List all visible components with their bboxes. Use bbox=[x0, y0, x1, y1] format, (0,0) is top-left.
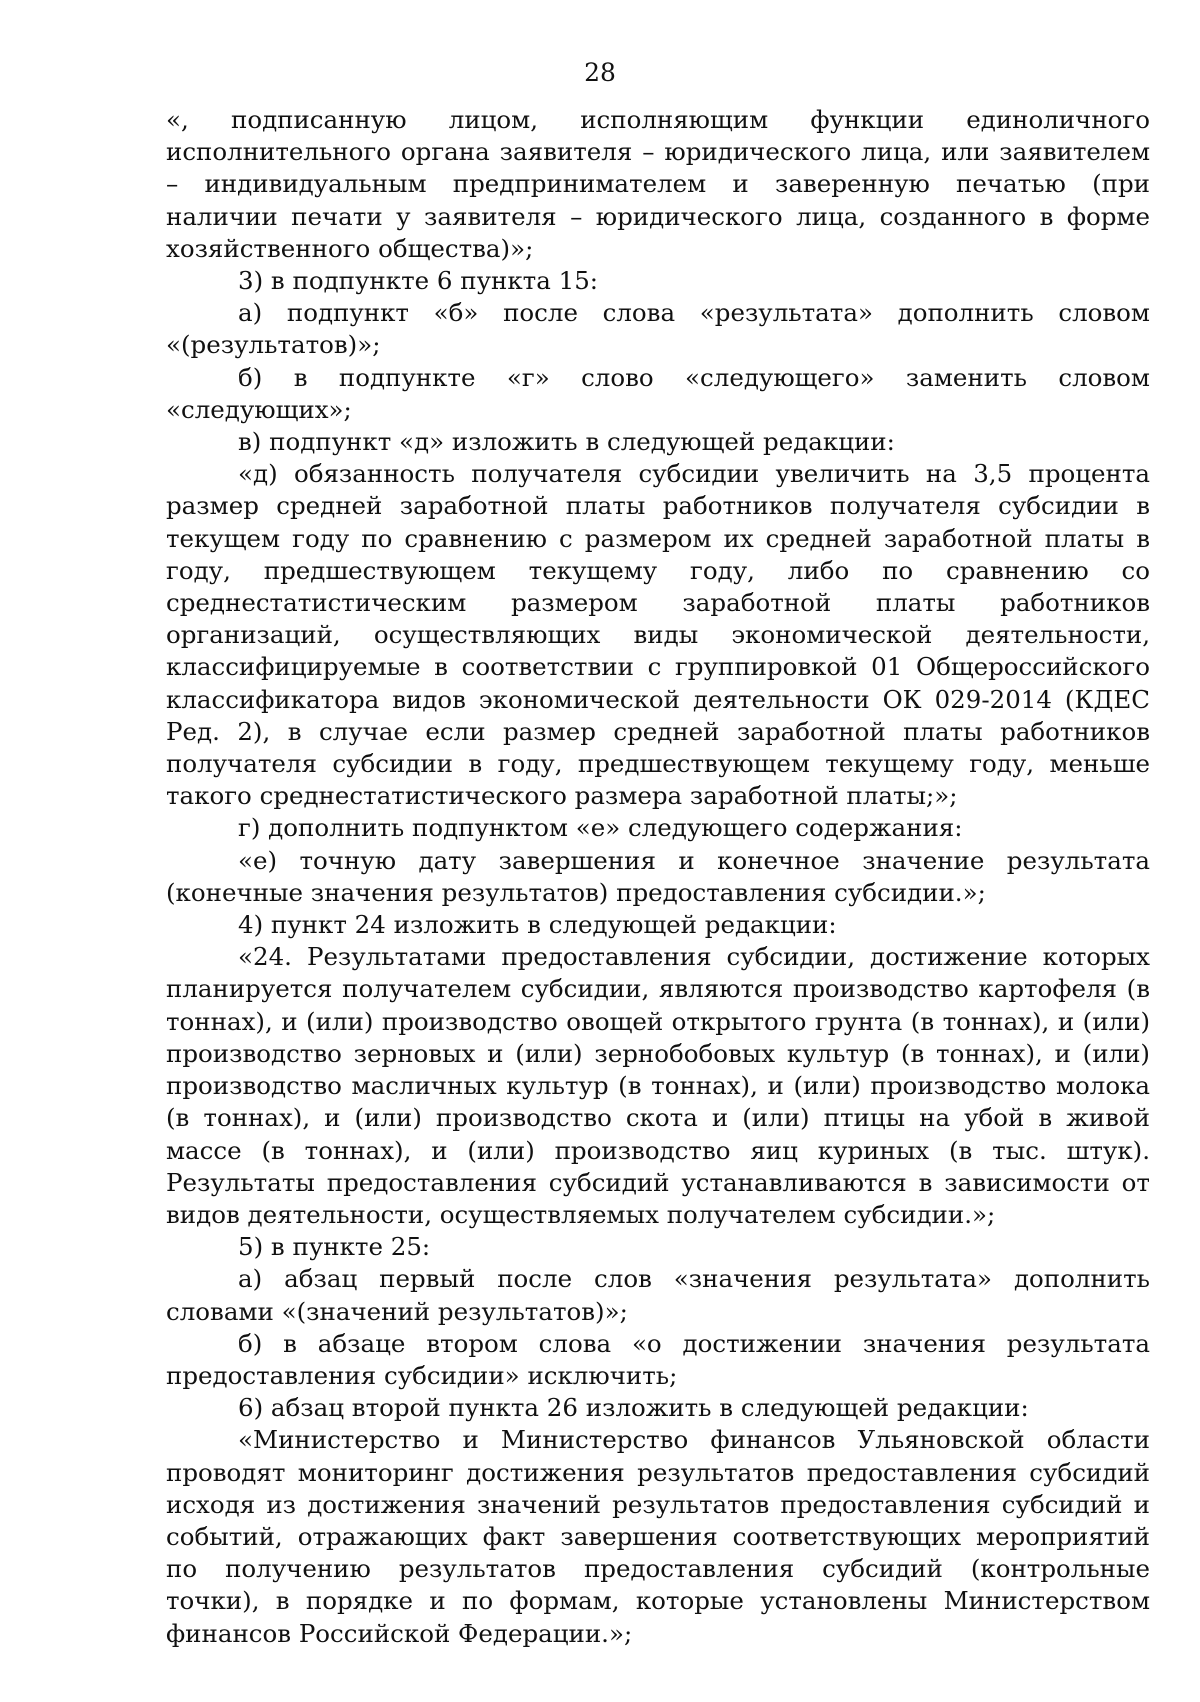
paragraph-item-6: 6) абзац второй пункта 26 изложить в следующей редакции: bbox=[238, 1393, 1029, 1423]
page-number: 28 bbox=[584, 58, 616, 87]
paragraph-item-3: 3) в подпункте 6 пункта 15: bbox=[238, 266, 599, 296]
paragraph-subitem-v: в) подпункт «д» изложить в следующей редакции: bbox=[238, 427, 895, 457]
paragraph-subitem-a: а) подпункт «б» после слова «результата» дополнить словом «(результатов)»; bbox=[166, 298, 1150, 360]
paragraph-item-5: 5) в пункте 25: bbox=[238, 1232, 431, 1262]
paragraph-subitem-g: г) дополнить подпунктом «е» следующего содержания: bbox=[238, 813, 963, 843]
paragraph-quote-24: «24. Результатами предоставления субсидии, достижение которых планируется получателем субсидии, являются производство картофеля (в тоннах), и (или) производство овощей открытого грунта (в тоннах), и (или) производство зерновых и (или) зернобобовых культур (в тоннах), и (или) производство масличных культур (в тоннах), и (или) производство молока (в тоннах), и (или) производство скота и (или) птицы на убой в живой массе (в тоннах), и (или) производство яиц куриных (в тыс. штук). Результаты предоставления субсидий устанавливаются в зависимости от видов деятельности, осуществляемых получателем субсидии.»; bbox=[166, 942, 1150, 1229]
paragraph-quote-e: «е) точную дату завершения и конечное значение результата (конечные значения результатов) предоставления субсидии.»; bbox=[166, 845, 1150, 907]
paragraph-subitem-b: б) в подпункте «г» слово «следующего» заменить словом «следующих»; bbox=[166, 362, 1150, 424]
document-body bbox=[166, 104, 1150, 1650]
paragraph-quote-26: «Министерство и Министерство финансов Ульяновской области проводят мониторинг достижения результатов предоставления субсидий исходя из достижения значений результатов предоставления субсидий и событий, отражающих факт завершения соответствующих мероприятий по получению результатов предоставления субсидий (контрольные точки), в порядке и по формам, которые установлены Министерством финансов Российской Федерации.»; bbox=[166, 1425, 1150, 1648]
paragraph-continuation: «, подписанную лицом, исполняющим функции единоличного исполнительного органа заявителя – юридического лица, или заявителем – индивидуальным предпринимателем и заверенную печатью (при наличии печати у заявителя – юридического лица, созданного в форме хозяйственного общества)»; bbox=[166, 105, 1150, 263]
paragraph-item-5-a: а) абзац первый после слов «значения результата» дополнить словами «(значений результатов)»; bbox=[166, 1264, 1150, 1326]
paragraph-item-5-b: б) в абзаце втором слова «о достижении значения результата предоставления субсидии» исключить; bbox=[166, 1328, 1150, 1390]
paragraph-quote-d: «д) обязанность получателя субсидии увеличить на 3,5 процента размер средней заработной платы работников получателя субсидии в текущем году по сравнению с размером их средней заработной платы в году, предшествующем текущему году, либо по сравнению со среднестатистическим размером заработной платы работников организаций, осуществляющих виды экономической деятельности, классифицируемые в соответствии с группировкой 01 Общероссийского классификатора видов экономической деятельности ОК 029-2014 (КДЕС Ред. 2), в случае если размер средней заработной платы работников получателя субсидии в году, предшествующем текущему году, меньше такого среднестатистического размера заработной платы;»; bbox=[166, 459, 1150, 811]
paragraph-item-4: 4) пункт 24 изложить в следующей редакции: bbox=[238, 910, 837, 940]
